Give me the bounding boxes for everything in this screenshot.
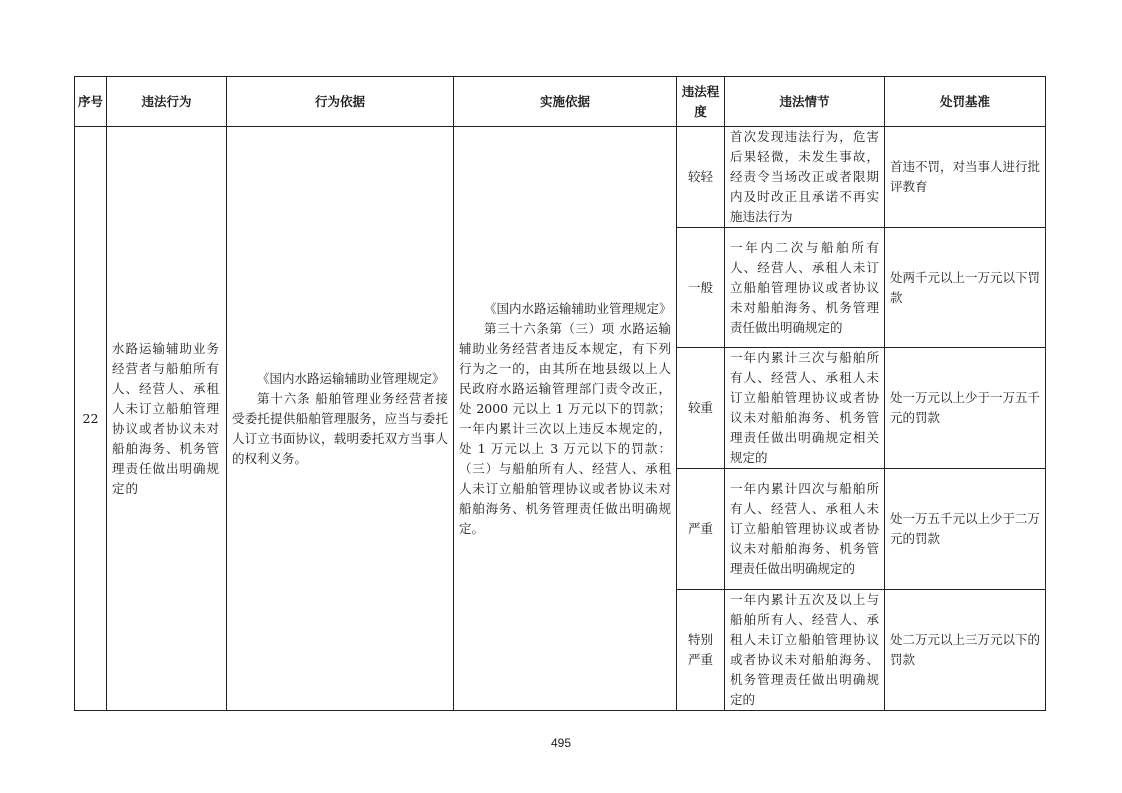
degree-level-2: 一般 xyxy=(677,228,725,348)
degree-level-1: 较轻 xyxy=(677,127,725,228)
penalty-level-4: 处一万五千元以上少于二万元的罚款 xyxy=(885,469,1046,590)
basis-text: 第十六条 船舶管理业务经营者接受委托提供船舶管理服务，应当与委托人订立书面协议，载明委托双方当事人的权利义务。 xyxy=(232,390,448,466)
header-penalty: 处罚基准 xyxy=(885,77,1046,127)
penalty-standard-table xyxy=(74,76,1046,711)
header-behavior: 违法行为 xyxy=(107,77,227,127)
circumstance-level-3: 一年内累计三次与船舶所有人、经营人、承租人未订立船舶管理协议或者协议未对船舶海务、机务管理责任做出明确规定相关规定的 xyxy=(725,348,885,469)
circumstance-level-2: 一年内二次与船舶所有人、经营人、承租人未订立船舶管理协议或者协议未对船舶海务、机务管理责任做出明确规定的 xyxy=(725,228,885,348)
penalty-level-2: 处两千元以上一万元以下罚款 xyxy=(885,228,1046,348)
penalty-level-1: 首违不罚，对当事人进行批评教育 xyxy=(885,127,1046,228)
page-number: 495 xyxy=(550,736,572,750)
degree-level-5: 特别严重 xyxy=(677,590,725,711)
degree-level-3: 较重 xyxy=(677,348,725,469)
header-row xyxy=(75,77,1046,127)
penalty-level-3: 处一万元以上少于一万五千元的罚款 xyxy=(885,348,1046,469)
header-degree: 违法程度 xyxy=(677,77,725,127)
impl-title: 《国内水路运输辅助业管理规定》 xyxy=(484,300,672,316)
circumstance-level-1: 首次发现违法行为，危害后果轻微，未发生事故，经责令当场改正或者限期内及时改正且承诺不再实施违法行为 xyxy=(725,127,885,228)
implementation-basis xyxy=(454,127,677,711)
basis-title: 《国内水路运输辅助业管理规定》 xyxy=(257,370,445,386)
header-implementation: 实施依据 xyxy=(454,77,677,127)
table-row xyxy=(75,127,1046,228)
header-circumstance: 违法情节 xyxy=(725,77,885,127)
circumstance-level-4: 一年内累计四次与船舶所有人、经营人、承租人未订立船舶管理协议或者协议未对船舶海务、机务管理责任做出明确规定的 xyxy=(725,469,885,590)
violation-behavior: 水路运输辅助业务经营者与船舶所有人、经营人、承租人未订立船舶管理协议或者协议未对船舶海务、机务管理责任做出明确规定的 xyxy=(107,127,227,711)
penalty-level-5: 处二万元以上三万元以下的罚款 xyxy=(885,590,1046,711)
impl-text: 第三十六条第（三）项 水路运输辅助业务经营者违反本规定，有下列行为之一的，由其所在地县级以上人民政府水路运输管理部门责令改正，处 2000 元以上 1 万元以下的罚款；一年内累计三次以上违反本规定的，处 1 万元以上 3 万元以下的罚款：（三）与船舶所有人、经营人、承租人未订立船舶管理协议或者协议未对船舶海务、机务管理责任做出明确规定。 xyxy=(459,320,671,536)
behavior-basis xyxy=(227,127,454,711)
header-basis: 行为依据 xyxy=(227,77,454,127)
row-seq: 22 xyxy=(75,127,107,711)
circumstance-level-5: 一年内累计五次及以上与船舶所有人、经营人、承租人未订立船舶管理协议或者协议未对船舶海务、机务管理责任做出明确规定的 xyxy=(725,590,885,711)
header-seq: 序号 xyxy=(75,77,107,127)
degree-level-4: 严重 xyxy=(677,469,725,590)
